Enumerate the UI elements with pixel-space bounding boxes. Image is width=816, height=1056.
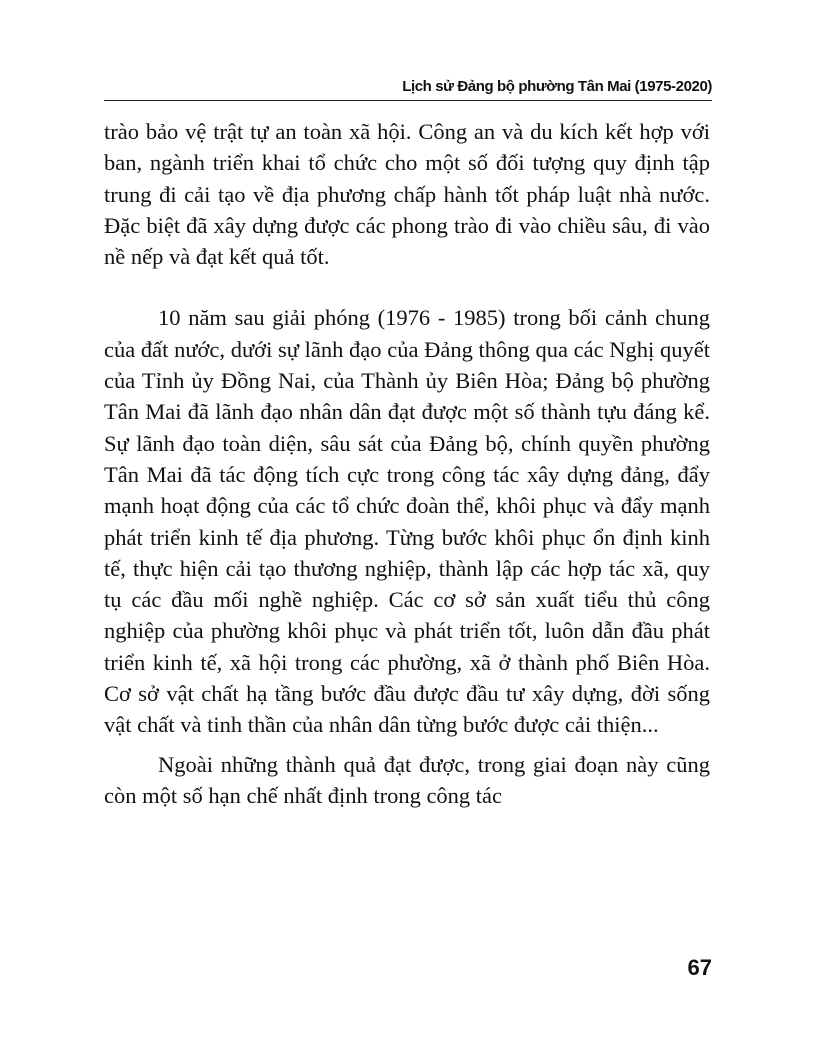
paragraph-1: trào bảo vệ trật tự an toàn xã hội. Công an và du kích kết hợp với ban, ngành triển khai tổ chức cho một số đối tượng quy định tập trung đi cải tạo về địa phương chấp hành tốt pháp luật nhà nước. Đặc biệt đã xây dựng được các phong trào đi vào chiều sâu, đi vào nề nếp và đạt kết quả tốt. xyxy=(104,119,710,270)
running-header: Lịch sử Đảng bộ phường Tân Mai (1975-2020) xyxy=(402,78,712,95)
paragraph-2: 10 năm sau giải phóng (1976 - 1985) trong bối cảnh chung của đất nước, dưới sự lãnh đạo của Đảng thông qua các Nghị quyết của Tỉnh ủy Đồng Nai, của Thành ủy Biên Hòa; Đảng bộ phường Tân Mai đã lãnh đạo nhân dân đạt được một số thành tựu đáng kể. Sự lãnh đạo toàn diện, sâu sát của Đảng bộ, chính quyền phường Tân Mai đã tác động tích cực trong công tác xây dựng đảng, đẩy mạnh hoạt động của các tổ chức đoàn thể, khôi phục và đẩy mạnh phát triển kinh tế địa phương. Từng bước khôi phục ổn định kinh tế, thực hiện cải tạo thương nghiệp, thành lập các hợp tác xã, quy tụ các đầu mối nghề nghiệp. Các cơ sở sản xuất tiểu thủ công nghiệp của phường khôi phục và phát triển tốt, luôn dẫn đầu phát triển kinh tế, xã hội trong các phường, xã ở thành phố Biên Hòa. Cơ sở vật chất hạ tầng bước đầu được đầu tư xây dựng, đời sống vật chất và tinh thần của nhân dân từng bước được cải thiện... xyxy=(104,305,710,738)
page-number: 67 xyxy=(687,955,712,980)
header-rule xyxy=(104,100,712,101)
body-text xyxy=(104,116,710,811)
paragraph-3: Ngoài những thành quả đạt được, trong giai đoạn này cũng còn một số hạn chế nhất định trong công tác xyxy=(104,751,710,808)
